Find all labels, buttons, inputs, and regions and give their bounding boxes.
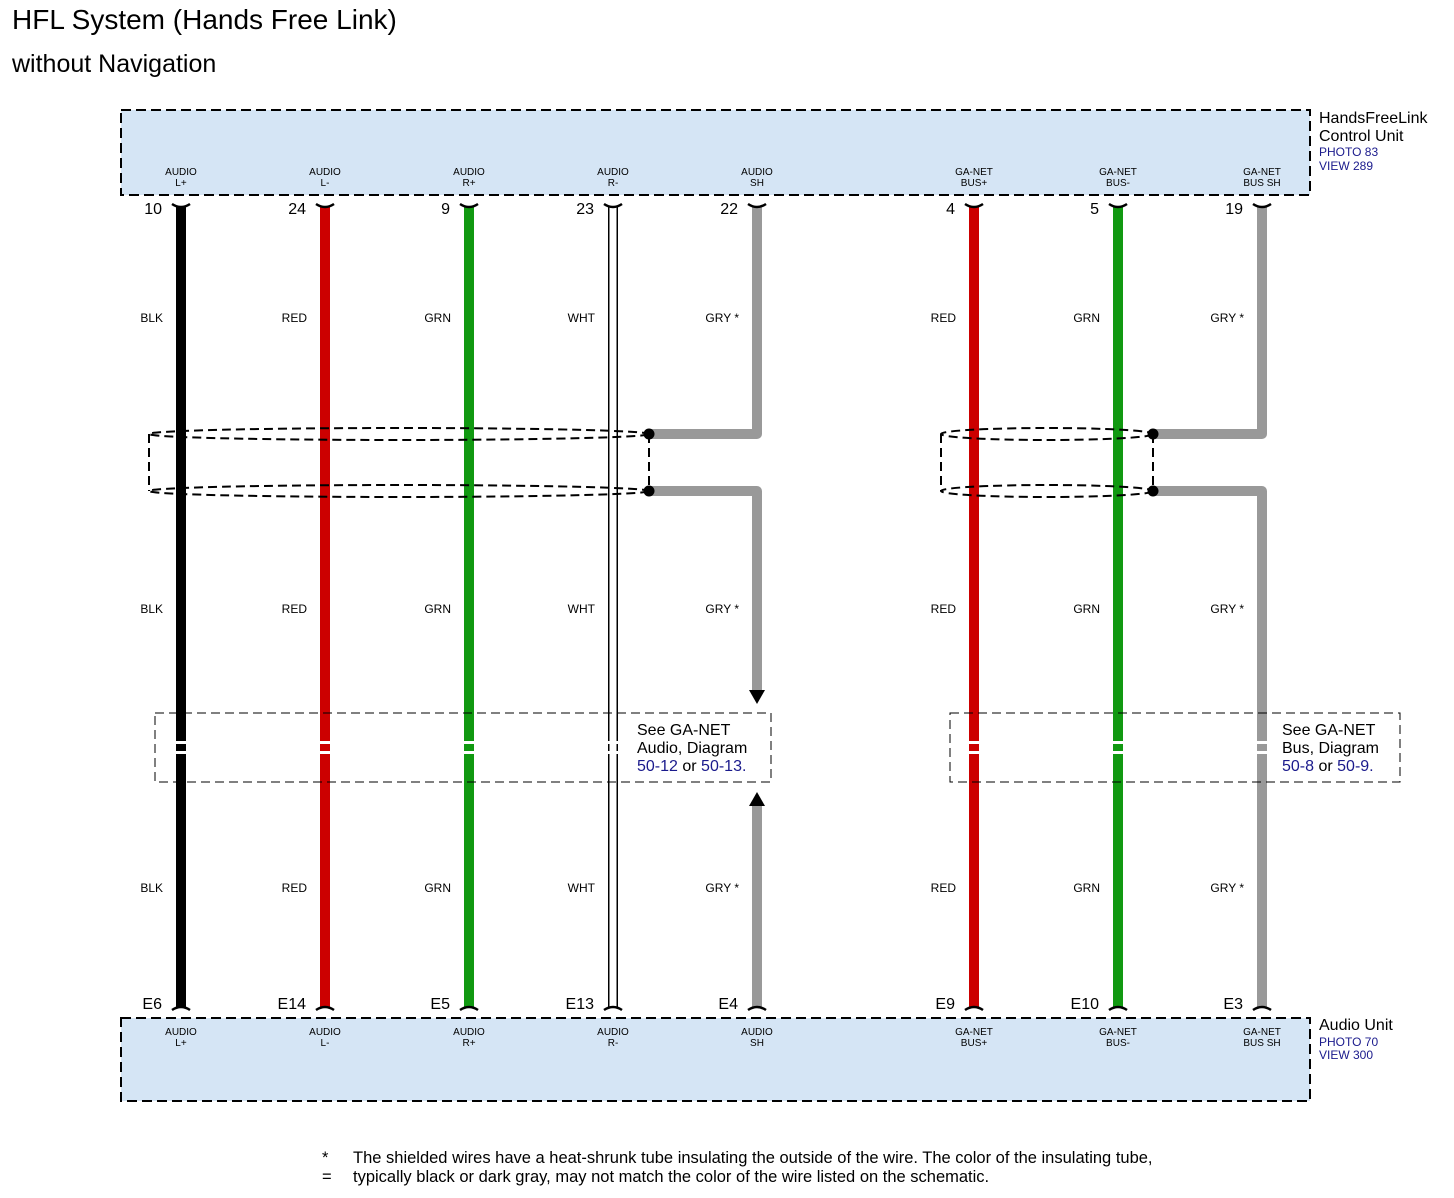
bottom-label-1-audio-l-minus: AUDIO: [309, 1027, 341, 1038]
page-subtitle: without Navigation: [12, 50, 217, 78]
top-label-1-ganet-bus-plus: GA-NET: [955, 167, 993, 178]
audio-ref-link-1: 50-12: [637, 758, 678, 775]
color-code-audio-r-plus: GRN: [424, 602, 451, 616]
top-pin-ganet-bus-plus: 4: [946, 201, 955, 218]
top-label-1-ganet-bus-sh: GA-NET: [1243, 167, 1281, 178]
bottom-label-2-ganet-bus-plus: BUS+: [960, 1038, 988, 1049]
color-code-audio-l-minus: RED: [281, 311, 307, 325]
bottom-label-2-ganet-bus-minus: BUS-: [1106, 1038, 1130, 1049]
top-terminal-audio-sh: [748, 204, 766, 207]
color-code-audio-sh: GRY *: [705, 602, 739, 616]
color-code-audio-l-minus: RED: [281, 602, 307, 616]
control-unit-photo: PHOTO 83: [1319, 145, 1379, 159]
audio-shield-arrow-up: [749, 792, 765, 806]
top-terminal-audio-l-minus: [316, 204, 334, 207]
bottom-pin-ganet-bus-sh: E3: [1223, 996, 1243, 1013]
bottom-terminal-ganet-bus-minus: [1109, 1007, 1127, 1010]
audio-shield-oval-bottom: [149, 485, 649, 497]
bottom-label-1-audio-sh: AUDIO: [741, 1027, 773, 1038]
bottom-terminal-audio-l-plus: [172, 1007, 190, 1010]
bus-shield-wire-lower: [1153, 491, 1262, 1007]
top-label-2-audio-l-minus: L-: [320, 178, 330, 189]
color-code-audio-l-plus: BLK: [140, 311, 163, 325]
color-code-ganet-bus-plus: RED: [930, 602, 956, 616]
wire-break-mark: [1110, 751, 1126, 754]
top-label-2-ganet-bus-minus: BUS-: [1106, 178, 1130, 189]
footnote-marker: * =: [322, 1149, 332, 1186]
wire-break-mark: [461, 741, 477, 744]
top-label-1-audio-r-minus: AUDIO: [597, 167, 629, 178]
wire-break-mark: [605, 751, 621, 754]
audio-ref-line-3: [637, 758, 746, 775]
color-code-ganet-bus-plus: RED: [930, 881, 956, 895]
color-code-ganet-bus-minus: GRN: [1073, 311, 1100, 325]
bottom-pin-audio-sh: E4: [718, 996, 738, 1013]
footnote-line-1: The shielded wires have a heat-shrunk tube insulating the outside of the wire. The color of the insulating tube,: [353, 1149, 1153, 1167]
bottom-terminal-audio-r-plus: [460, 1007, 478, 1010]
wire-break-mark: [461, 751, 477, 754]
color-code-ganet-bus-plus: RED: [930, 311, 956, 325]
wire-break-mark: [966, 751, 982, 754]
color-code-audio-l-minus: RED: [281, 881, 307, 895]
bottom-pin-ganet-bus-minus: E10: [1070, 996, 1099, 1013]
top-label-2-audio-l-plus: L+: [175, 178, 187, 189]
bottom-label-1-ganet-bus-sh: GA-NET: [1243, 1027, 1281, 1038]
bottom-pin-ganet-bus-plus: E9: [935, 996, 955, 1013]
wire-break-mark: [1254, 741, 1270, 744]
wire-break-mark: [1110, 741, 1126, 744]
bottom-label-2-audio-r-minus: R-: [607, 1038, 619, 1049]
audio-shield-wire-upper: [649, 207, 757, 434]
audio-shield-wire-middle: [649, 491, 757, 690]
bus-ref-line-2: Bus, Diagram: [1282, 740, 1379, 757]
control-unit-name-1: HandsFreeLink: [1319, 110, 1428, 127]
audio-unit-name: Audio Unit: [1319, 1017, 1393, 1034]
color-code-audio-r-plus: GRN: [424, 881, 451, 895]
color-code-audio-r-minus: WHT: [567, 311, 595, 325]
top-terminal-ganet-bus-minus: [1109, 204, 1127, 207]
bottom-label-2-audio-l-plus: L+: [175, 1038, 187, 1049]
color-code-ganet-bus-minus: GRN: [1073, 881, 1100, 895]
bottom-terminal-audio-sh: [748, 1007, 766, 1010]
audio-unit-view: VIEW 300: [1319, 1048, 1374, 1062]
wire-break-mark: [317, 741, 333, 744]
bus-shield-wire-upper: [1153, 207, 1262, 434]
top-label-2-audio-sh: SH: [750, 178, 764, 189]
bus-ref-link-2: 50-9.: [1337, 758, 1374, 775]
control-unit-name-2: Control Unit: [1319, 128, 1404, 145]
page-title: HFL System (Hands Free Link): [12, 4, 397, 35]
wire-break-mark: [173, 741, 189, 744]
control-unit-view: VIEW 289: [1319, 159, 1374, 173]
wire-break-mark: [317, 751, 333, 754]
top-terminal-ganet-bus-plus: [965, 204, 983, 207]
footnote-line-2: typically black or dark gray, may not match the color of the wire listed on the schematic.: [353, 1168, 990, 1186]
top-label-1-audio-l-minus: AUDIO: [309, 167, 341, 178]
top-label-2-ganet-bus-sh: BUS SH: [1243, 178, 1281, 189]
top-label-1-audio-r-plus: AUDIO: [453, 167, 485, 178]
bottom-pin-audio-l-minus: E14: [277, 996, 306, 1013]
top-terminal-audio-l-plus: [172, 204, 190, 207]
wire-break-mark: [605, 741, 621, 744]
top-terminal-audio-r-plus: [460, 204, 478, 207]
top-label-2-audio-r-plus: R+: [462, 178, 476, 189]
bottom-label-2-audio-sh: SH: [750, 1038, 764, 1049]
bottom-terminal-ganet-bus-plus: [965, 1007, 983, 1010]
color-code-audio-sh: GRY *: [705, 311, 739, 325]
color-code-audio-r-minus: WHT: [567, 881, 595, 895]
bottom-label-2-ganet-bus-sh: BUS SH: [1243, 1038, 1281, 1049]
bottom-pin-audio-r-plus: E5: [430, 996, 450, 1013]
top-pin-ganet-bus-minus: 5: [1090, 201, 1099, 218]
bottom-pin-audio-r-minus: E13: [565, 996, 594, 1013]
bottom-label-2-audio-r-plus: R+: [462, 1038, 476, 1049]
bottom-label-2-audio-l-minus: L-: [320, 1038, 330, 1049]
color-code-audio-l-plus: BLK: [140, 881, 163, 895]
bottom-label-1-audio-r-plus: AUDIO: [453, 1027, 485, 1038]
bus-ref-link-1: 50-8: [1282, 758, 1315, 775]
color-code-ganet-bus-minus: GRN: [1073, 602, 1100, 616]
audio-ref-line-1: See GA-NET: [637, 722, 731, 739]
bottom-label-1-audio-l-plus: AUDIO: [165, 1027, 197, 1038]
top-terminal-audio-r-minus: [604, 204, 622, 207]
top-pin-audio-l-plus: 10: [144, 201, 162, 218]
audio-shield-arrow-down: [749, 690, 765, 704]
color-code-audio-r-minus: WHT: [567, 602, 595, 616]
top-pin-audio-l-minus: 24: [288, 201, 306, 218]
audio-unit-photo: PHOTO 70: [1319, 1035, 1379, 1049]
top-pin-audio-r-minus: 23: [576, 201, 594, 218]
bottom-label-1-audio-r-minus: AUDIO: [597, 1027, 629, 1038]
top-label-1-audio-sh: AUDIO: [741, 167, 773, 178]
top-label-1-audio-l-plus: AUDIO: [165, 167, 197, 178]
bus-ref-line-3: [1282, 758, 1374, 775]
bus-ref-or: or: [1314, 758, 1338, 775]
bottom-label-1-ganet-bus-plus: GA-NET: [955, 1027, 993, 1038]
audio-shield-oval-top: [149, 428, 649, 440]
audio-ref-line-2: Audio, Diagram: [637, 740, 748, 757]
color-code-audio-sh: GRY *: [705, 881, 739, 895]
top-label-2-audio-r-minus: R-: [607, 178, 619, 189]
wire-break-mark: [966, 741, 982, 744]
color-code-ganet-bus-sh: GRY *: [1210, 602, 1244, 616]
wire-break-mark: [173, 751, 189, 754]
audio-ref-or: or: [677, 758, 702, 775]
top-pin-ganet-bus-sh: 19: [1225, 201, 1243, 218]
color-code-audio-r-plus: GRN: [424, 311, 451, 325]
color-code-ganet-bus-sh: GRY *: [1210, 311, 1244, 325]
bottom-label-1-ganet-bus-minus: GA-NET: [1099, 1027, 1137, 1038]
top-label-1-ganet-bus-minus: GA-NET: [1099, 167, 1137, 178]
bus-ref-line-1: See GA-NET: [1282, 722, 1376, 739]
top-label-2-ganet-bus-plus: BUS+: [960, 178, 988, 189]
bottom-terminal-ganet-bus-sh: [1253, 1007, 1271, 1010]
control-unit-connector: [121, 110, 1310, 195]
top-pin-audio-sh: 22: [720, 201, 738, 218]
bottom-pin-audio-l-plus: E6: [142, 996, 162, 1013]
bottom-terminal-audio-l-minus: [316, 1007, 334, 1010]
wire-break-mark: [1254, 751, 1270, 754]
top-terminal-ganet-bus-sh: [1253, 204, 1271, 207]
color-code-audio-l-plus: BLK: [140, 602, 163, 616]
audio-ref-link-2: 50-13.: [701, 758, 747, 775]
top-pin-audio-r-plus: 9: [441, 201, 450, 218]
color-code-ganet-bus-sh: GRY *: [1210, 881, 1244, 895]
bottom-terminal-audio-r-minus: [604, 1007, 622, 1010]
